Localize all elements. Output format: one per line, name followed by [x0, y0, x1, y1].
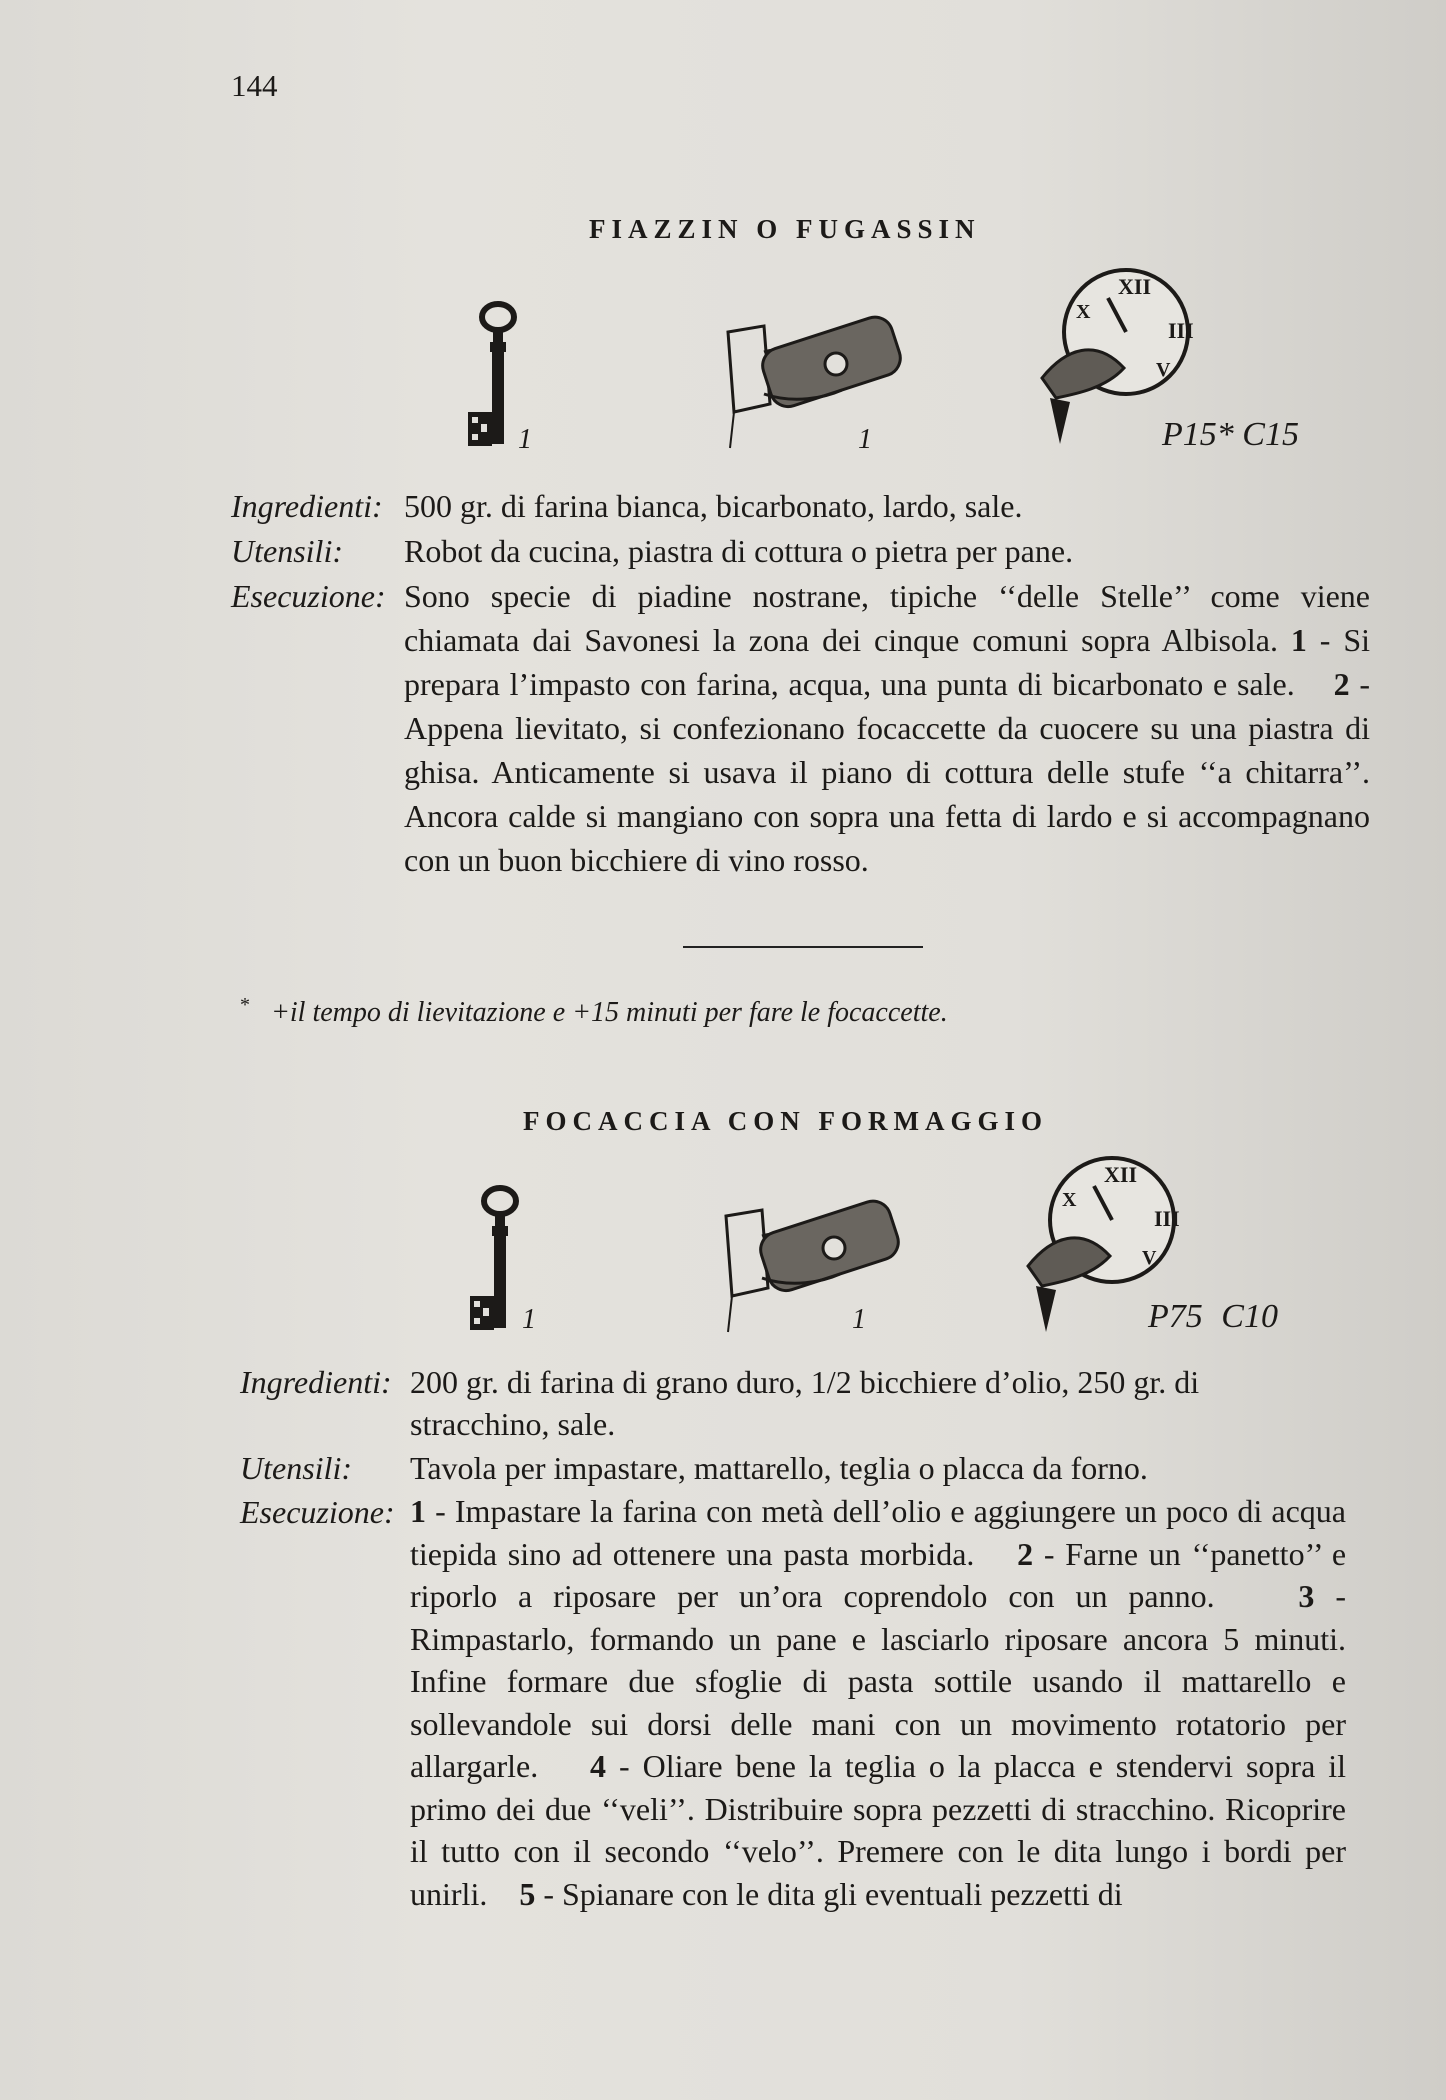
utensils-text: Tavola per impastare, mattarello, teglia o placca da forno.	[410, 1450, 1148, 1486]
execution-text	[404, 574, 1370, 882]
execution-label: Esecuzione:	[231, 578, 386, 614]
portions-value: P15*	[1162, 416, 1234, 453]
ingredients-text-continued: stracchino, sale.	[410, 1406, 616, 1442]
svg-text:X: X	[1062, 1189, 1077, 1211]
step-number: 2	[1333, 666, 1350, 702]
portion-cost-label	[1162, 416, 1299, 454]
execution-label: Esecuzione:	[240, 1494, 395, 1530]
utensils-label: Utensili:	[240, 1450, 352, 1486]
step-text: - Si prepara l’impasto con farina, acqua, una punta di bicarbonato e sale.	[404, 622, 1371, 702]
step-text: - Oliare bene la teglia o la placca e stendervi sopra il primo dei due ‘‘veli’’. Distribuire sopra pezzetti di stracchino. Ricoprire il tutto con il secondo ‘‘velo’’. Premere con le dita lungo i bordi per unirli.	[410, 1748, 1347, 1912]
wallet-value: 1	[852, 1304, 866, 1335]
key-icon	[468, 1184, 528, 1334]
ingredients-text: 500 gr. di farina bianca, bicarbonato, lardo, sale.	[404, 488, 1023, 524]
key-value: 1	[522, 1304, 536, 1335]
ingredients-label: Ingredienti:	[240, 1364, 392, 1400]
wallet-hand-icon	[724, 312, 904, 452]
svg-text:III: III	[1168, 318, 1194, 343]
svg-text:XII: XII	[1118, 274, 1152, 299]
wallet-value: 1	[858, 424, 872, 455]
step-number: 4	[590, 1748, 607, 1784]
svg-text:V: V	[1156, 359, 1171, 381]
footnote-text: +il tempo di lievitazione e +15 minuti per fare le focaccette.	[271, 997, 948, 1029]
step-text: - Impastare la farina con metà dell’olio e aggiungere un poco di acqua tiepida sino ad ottenere una pasta morbida.	[410, 1493, 1346, 1572]
cost-value: C15	[1242, 416, 1299, 453]
execution-intro: Sono specie di piadine nostrane, tipiche ‘‘delle Stelle’’ come viene chiamata dai Savonesi la zona dei cinque comuni sopra Albisola.	[404, 578, 1370, 658]
recipe-title: FIAZZIN O FUGASSIN	[589, 214, 981, 244]
step-number: 1	[410, 1493, 426, 1529]
step-text: - Appena lievitato, si confezionano focaccette da cuocere su una piastra di ghisa. Anticamente si usava il piano di cottura delle stufe ‘‘a chitarra’’. Ancora calde si mangiano con sopra una fetta di lardo e si accompagnano con un buon bicchiere di vino rosso.	[404, 666, 1371, 878]
svg-text:V: V	[1142, 1247, 1157, 1269]
step-number: 1	[1290, 622, 1307, 658]
step-text: - Rimpastarlo, formando un pane e lasciarlo riposare ancora 5 minuti. Infine formare due sfoglie di pasta sottile usando il mattarello e sollevandole sui dorsi delle mani con un movimento rotatorio per allargarle.	[410, 1578, 1347, 1784]
svg-text:XII: XII	[1104, 1162, 1138, 1187]
page-number: 144	[231, 68, 278, 103]
footnote-marker: *	[240, 994, 250, 1016]
execution-text	[410, 1490, 1346, 1915]
key-value: 1	[518, 424, 532, 455]
portion-cost-label	[1148, 1298, 1278, 1336]
footnote	[240, 994, 948, 1029]
step-number: 5	[519, 1875, 536, 1912]
step-number: 3	[1298, 1578, 1315, 1614]
svg-text:X: X	[1076, 301, 1091, 323]
portions-value: P75	[1148, 1298, 1203, 1335]
recipe-title: FOCACCIA CON FORMAGGIO	[523, 1106, 1048, 1136]
ingredients-text: 200 gr. di farina di grano duro, 1/2 bicchiere d’olio, 250 gr. di	[410, 1364, 1200, 1400]
step-number: 2	[1017, 1535, 1034, 1572]
utensils-text: Robot da cucina, piastra di cottura o pietra per pane.	[404, 533, 1074, 569]
cost-value: C10	[1221, 1298, 1278, 1335]
step-text: - Farne un ‘‘panetto’’ e riporlo a riposare per un’ora coprendolo con un panno.	[410, 1535, 1347, 1614]
wallet-hand-icon	[722, 1196, 902, 1336]
footnote-separator	[683, 946, 923, 948]
svg-text:III: III	[1154, 1206, 1180, 1231]
step-text: - Spianare con le dita gli eventuali pezzetti di	[535, 1875, 1123, 1912]
ingredients-label: Ingredienti:	[231, 488, 383, 524]
utensils-label: Utensili:	[231, 533, 343, 569]
